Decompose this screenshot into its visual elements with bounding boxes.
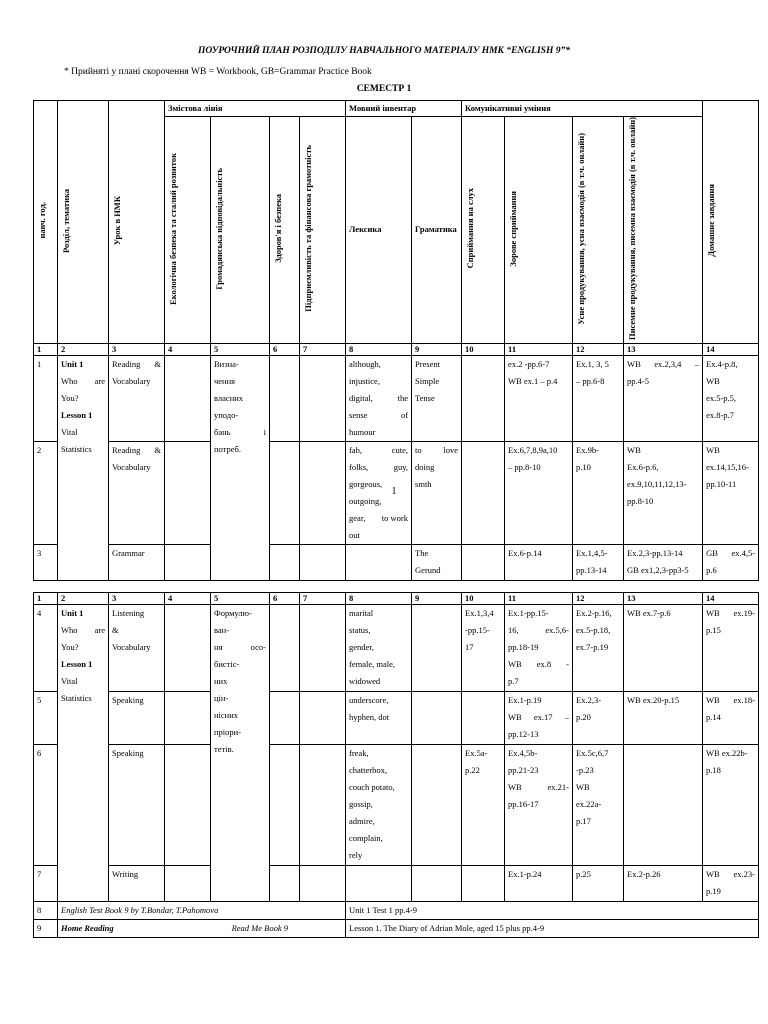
unit-topic-cell: Unit 1 Who are You? Lesson 1 Vital Statistics (58, 605, 109, 902)
col-header-finance: Підприємливість та фінансова грамотність (300, 117, 346, 344)
table-row-home-reading: 9 Home Reading Read Me Book 9 Lesson 1. The Diary of Adrian Mole, aged 15 plus pp.4-9 (34, 920, 759, 938)
column-number-row: 1 2 3 4 5 6 7 8 9 10 11 12 13 14 (34, 593, 759, 605)
col-header-listening: Сприймання на слух (462, 117, 505, 344)
abbreviation-note: * Прийняті у плані скорочення WB = Workbook, GB=Grammar Practice Book (64, 67, 372, 77)
col-header-writing: Писемне продукування, писемна взаємодія (в т.ч. онлайн) (624, 117, 703, 344)
lesson-plan-table-2 (33, 592, 759, 938)
col-header-grammar: Граматика (412, 117, 462, 344)
table-row: 2 Reading & Vocabulary fab, cute, folks, guy, gorgeous, outgoing, gear, to work out to love doing smth Ex.6,7,8,9a,10 – pp.8-10 Ex.9b- p.10 WB Ex.6-p.6, ex.9,10,11,12,13- pp.8-10 WB ex.14,15,16- pp.10-11 (34, 441, 759, 544)
col-header-lesson: Урок в НМК (109, 101, 165, 344)
col-header-reading: Зорове сприймання (505, 117, 573, 344)
unit-topic-cell: Unit 1 Who are You? Lesson 1 Vital Statistics (58, 355, 109, 580)
col-header-vocabulary: Лексика (346, 117, 412, 344)
group-header-communicative: Комунікативні уміння (462, 101, 703, 117)
group-header-content-line: Змістова лінія (165, 101, 346, 117)
table-row: 4 Unit 1 Who are You? Lesson 1 Vital Statistics Listening & Vocabulary Формулю- ван- ня осо- бистіс- них цін- нісних пріори- тетів. marital status, gender, female, male, widowed Ex.1,3,4 -pp.15- 17 Ex.1-pp.15- 16, ex.5,6- pp.18-19 WB ex.8 - p.7 Ex.2-p.16, ex.5-p.18, ex.7-p.19 WB ex.7-p.6 WB ex.19- p.15 (34, 605, 759, 692)
col-header-citizenship: Громадянська відповідальність (211, 117, 270, 344)
col-header-ecology: Екологічна безпека та сталий розвиток (165, 117, 211, 344)
column-number-row: 1 2 3 4 5 6 7 8 9 10 11 12 13 14 (34, 343, 759, 355)
home-reading-cell: Home Reading Read Me Book 9 (58, 920, 346, 938)
page-number: 1 (391, 486, 397, 497)
col-header-speaking: Усне продукування, усна взаємодія (в т.ч. онлайн) (573, 117, 624, 344)
content-line-cell: Визна- чення власних уподо- бань і потреб. (211, 355, 270, 580)
semester-heading: СЕМЕСТР 1 (356, 84, 412, 94)
col-header-topic: Розділ, тематика (58, 101, 109, 344)
page-title: ПОУРОЧНИЙ ПЛАН РОЗПОДІЛУ НАВЧАЛЬНОГО МАТЕРІАЛУ НМК “ENGLISH 9”* (198, 46, 570, 56)
table-row: 3 Grammar The Gerund Ex.6-p.14 Ex.1,4,5- pp.13-14 Ex.2,3-pp.13-14 GB ex1,2,3-pp3-5 GB ex.4,5- p.6 (34, 544, 759, 580)
test-unit-cell: Unit 1 Test 1 pp.4-9 (346, 902, 759, 920)
table-row: 7 Writing Ex.1-p.24 p.25 Ex.2-p.26 WB ex.23- p.19 (34, 866, 759, 902)
table-row-test: 8 English Test Book 9 by T.Bondar, T.Pahomova Unit 1 Test 1 pp.4-9 (34, 902, 759, 920)
col-header-homework: Домашнє завдання (703, 101, 759, 344)
content-line-cell: Формулю- ван- ня осо- бистіс- них цін- нісних пріори- тетів. (211, 605, 270, 902)
group-header-language: Мовний інвентар (346, 101, 462, 117)
test-book-cell: English Test Book 9 by T.Bondar, T.Pahomova (58, 902, 346, 920)
table-row: 1 Unit 1 Who are You? Lesson 1 Vital Statistics Reading & Vocabulary Визна- чення власних уподо- бань і потреб. although, injustice, digital, the sense of humour Present Simple Tense ex.2 -pp.6-7 WB ex.1 – p.4 Ex.1, 3, 5 – pp.6-8 WB ex.2,3,4 – pp.4-5 Ex.4-p.8, WB ex.5-p.5, ex.8-p.7 (34, 355, 759, 441)
table-row: 6 Speaking freak, chatterbox, couch potato, gossip, admire, complain, rely Ex.5a- p.22 Ex.4,5b- pp.21-23 WB ex.21- pp.16-17 Ex.5c,6,7 -p.23 WB ex.22a- p.17 WB ex.22b- p.18 (34, 745, 759, 866)
lesson-plan-table-1 (33, 100, 759, 581)
home-reading-lesson-cell: Lesson 1. The Diary of Adrian Mole, aged 15 plus pp.4-9 (346, 920, 759, 938)
table-row: 5 Speaking underscore, hyphen, dot Ex.1-p.19 WB ex.17 – pp.12-13 Ex.2,3- p.20 WB ex.20-p.15 WB ex.18- p.14 (34, 692, 759, 745)
col-header-health: Здоров'я і безпека (270, 117, 300, 344)
col-header-hours: навч. год. (34, 101, 58, 344)
